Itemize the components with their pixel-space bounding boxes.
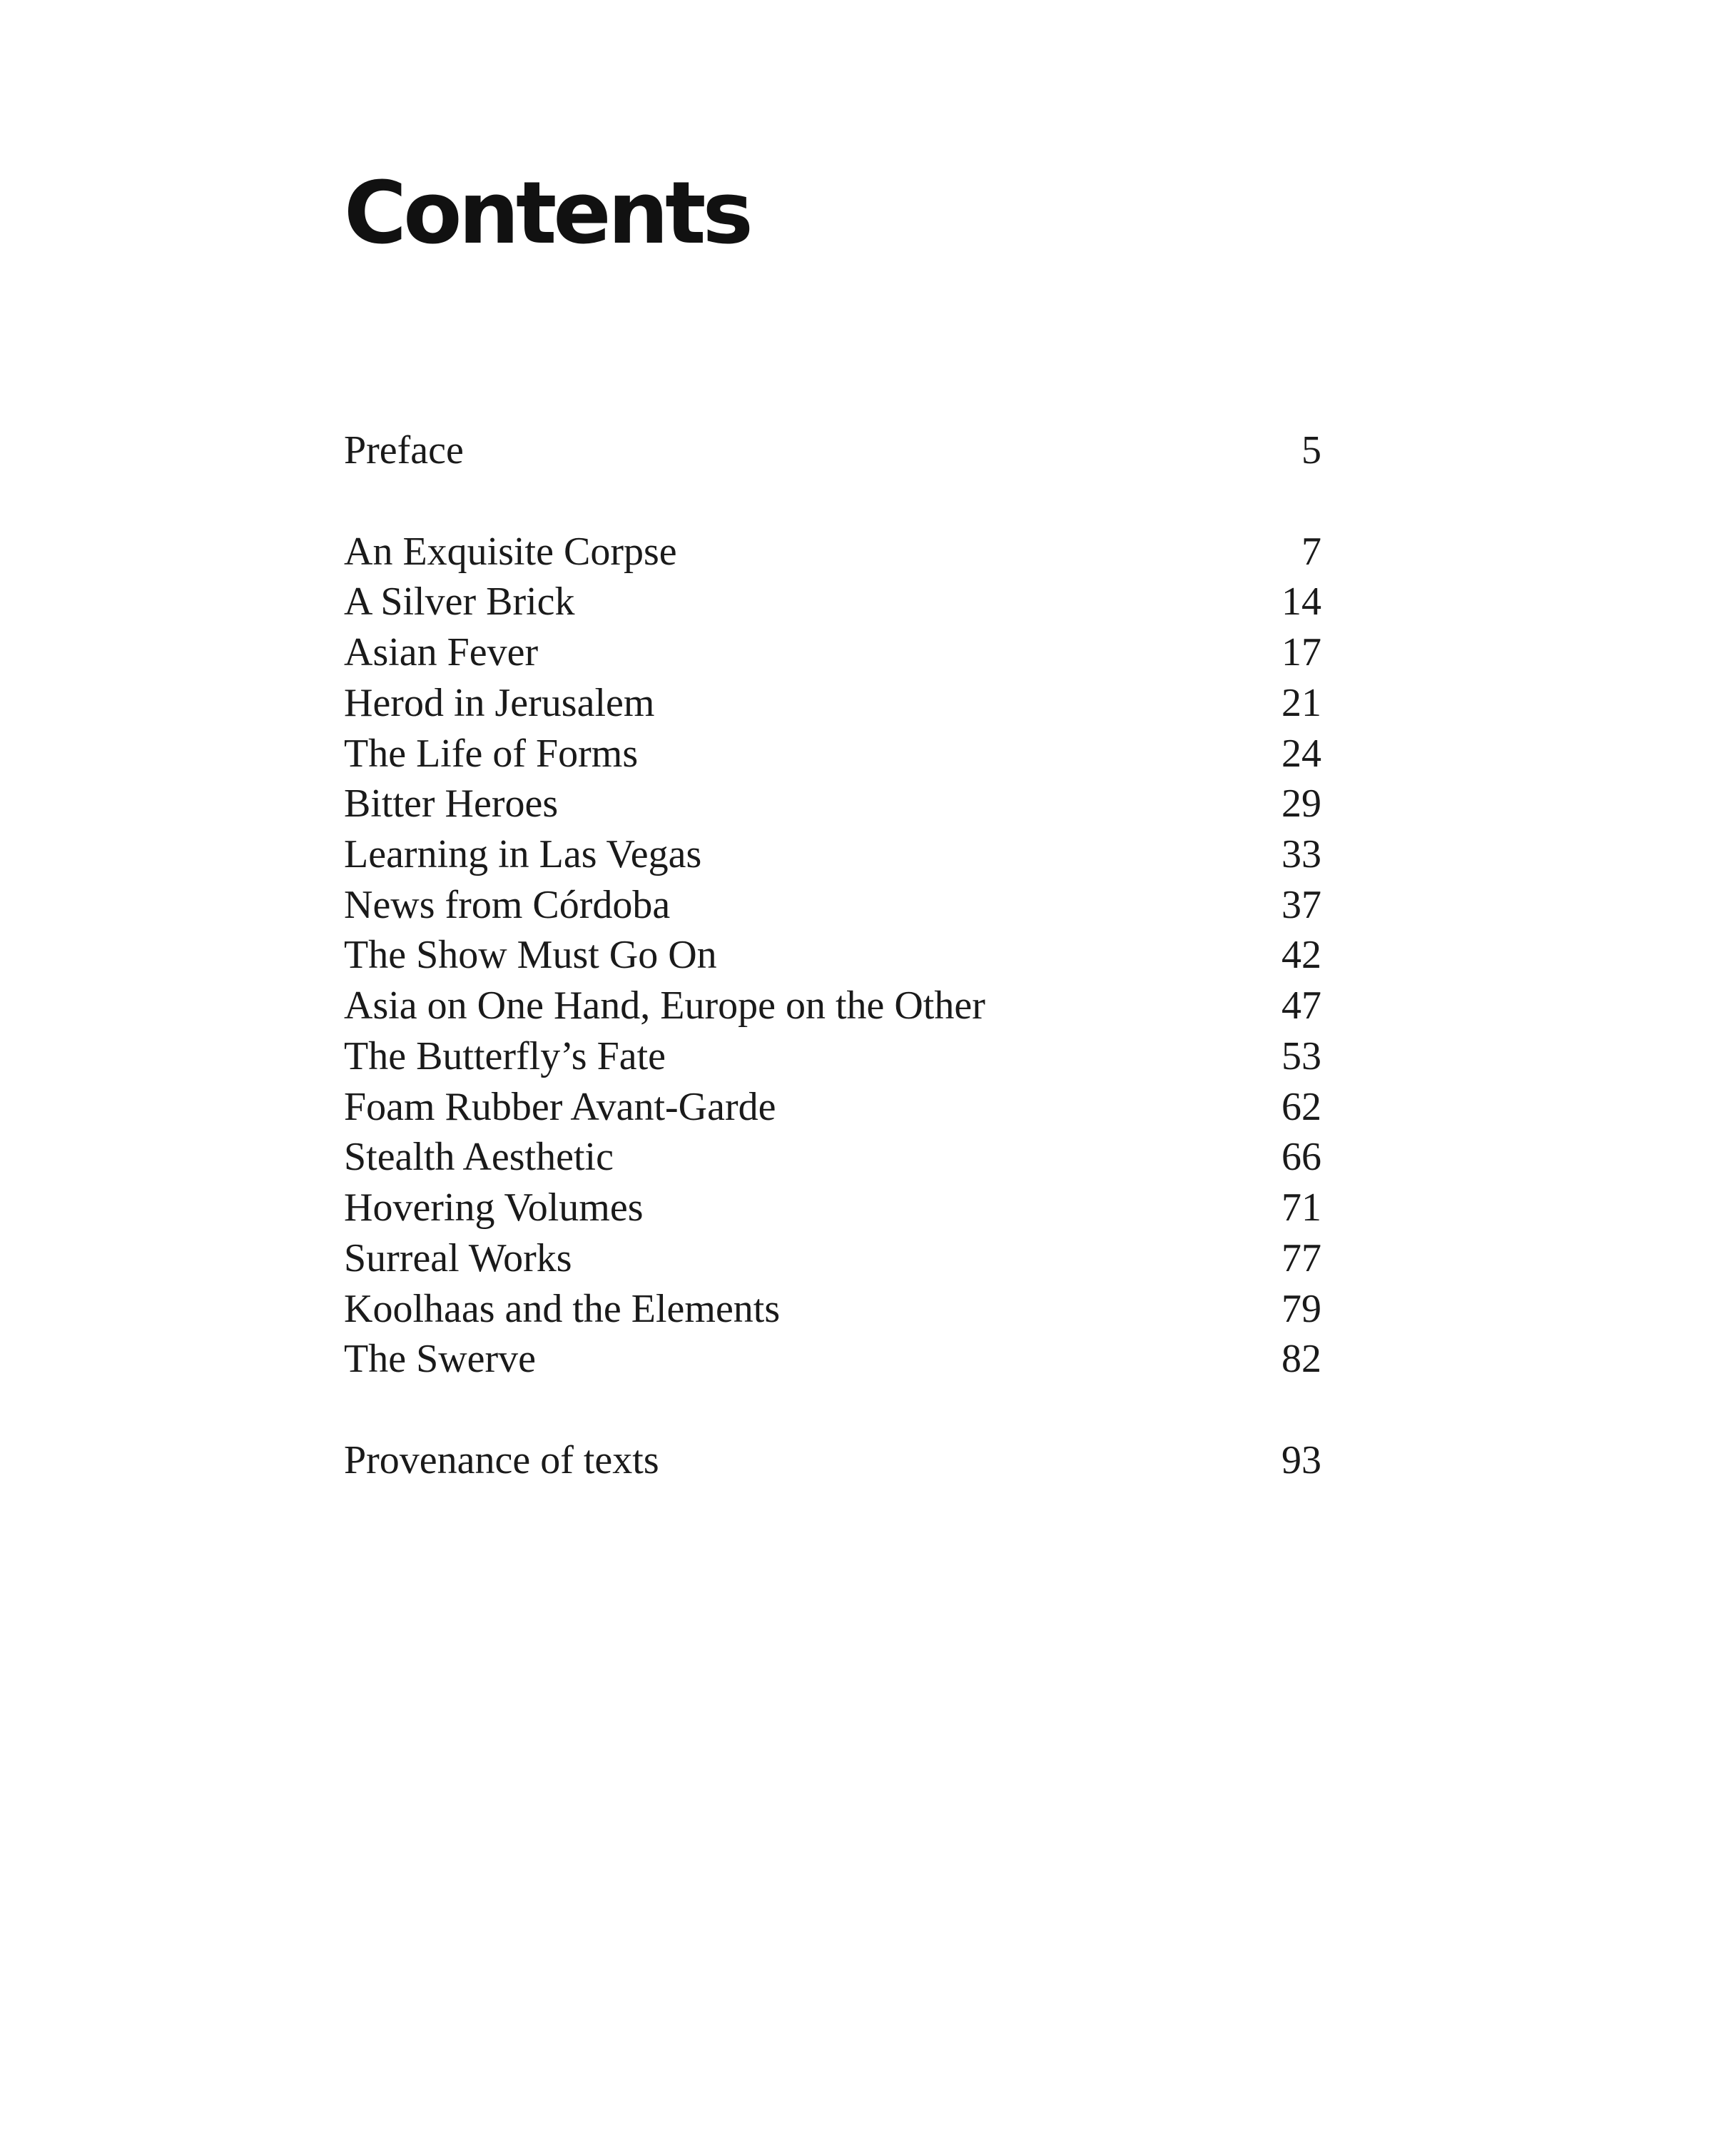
- toc-entry-title: The Show Must Go On: [344, 933, 717, 977]
- toc-entry-title: The Swerve: [344, 1337, 537, 1381]
- toc-entry-page-number: 53: [1281, 1034, 1321, 1078]
- toc-entry: [344, 582, 1321, 632]
- toc-entry-title: Preface: [344, 428, 464, 472]
- toc-entry: [344, 1289, 1321, 1339]
- toc-entry-title: The Butterfly’s Fate: [344, 1034, 666, 1078]
- toc-entry: [344, 734, 1321, 784]
- toc-entry: [344, 885, 1321, 935]
- toc-entry-title: News from Córdoba: [344, 883, 671, 927]
- toc-entry-title: Hovering Volumes: [344, 1185, 644, 1230]
- toc-entry: [344, 1238, 1321, 1288]
- page-title: Contents: [344, 164, 750, 263]
- toc-entry: [344, 1036, 1321, 1086]
- toc-entry: [344, 1137, 1321, 1187]
- toc-entry-page-number: 5: [1301, 428, 1321, 472]
- toc-entry: [344, 532, 1321, 582]
- toc-entry-title: Learning in Las Vegas: [344, 832, 702, 876]
- toc-entry-page-number: 7: [1301, 530, 1321, 574]
- toc-entry-title: Asia on One Hand, Europe on the Other: [344, 984, 985, 1028]
- toc-entry-title: Herod in Jerusalem: [344, 681, 655, 725]
- toc-entry-page-number: 24: [1281, 732, 1321, 776]
- toc-entry-page-number: 29: [1281, 782, 1321, 826]
- toc-entry-title: The Life of Forms: [344, 732, 639, 776]
- toc-entry-title: Koolhaas and the Elements: [344, 1287, 781, 1331]
- toc-entry-title: Bitter Heroes: [344, 782, 559, 826]
- toc-entry: [344, 1339, 1321, 1389]
- toc-entry-page-number: 37: [1281, 883, 1321, 927]
- toc-entry: [344, 1087, 1321, 1137]
- toc-entry-title: Asian Fever: [344, 630, 539, 674]
- toc-entry-page-number: 17: [1281, 630, 1321, 674]
- toc-entry-title: A Silver Brick: [344, 580, 575, 624]
- toc-entry-provenance: [344, 1440, 1321, 1490]
- toc-entry-title: Provenance of texts: [344, 1438, 659, 1482]
- toc-entry: [344, 784, 1321, 834]
- toc-entry-page-number: 82: [1281, 1337, 1321, 1381]
- toc-entry-title: Stealth Aesthetic: [344, 1135, 614, 1179]
- toc-entry-page-number: 42: [1281, 933, 1321, 977]
- toc-entry: [344, 935, 1321, 985]
- toc-entry-title: Foam Rubber Avant-Garde: [344, 1085, 776, 1129]
- toc-entry: [344, 1185, 1321, 1238]
- toc-entry-page-number: 77: [1281, 1236, 1321, 1280]
- toc-entry: [344, 834, 1321, 884]
- toc-entry: [344, 683, 1321, 733]
- toc-entry-page-number: 14: [1281, 580, 1321, 624]
- toc-entry-title: Surreal Works: [344, 1236, 572, 1280]
- toc-entry: [344, 986, 1321, 1036]
- toc-entry-page-number: 66: [1281, 1135, 1321, 1179]
- toc-entry-page-number: 33: [1281, 832, 1321, 876]
- toc-entry: [344, 632, 1321, 682]
- toc-entry-preface: [344, 430, 1321, 480]
- toc-entry-page-number: 47: [1281, 984, 1321, 1028]
- toc-entry-title: An Exquisite Corpse: [344, 530, 677, 574]
- toc-entry-page-number: 79: [1281, 1287, 1321, 1331]
- toc-entry-page-number: 21: [1281, 681, 1321, 725]
- toc-entry-page-number: 93: [1281, 1438, 1321, 1482]
- toc-entry-page-number: 71: [1281, 1185, 1321, 1230]
- toc-entry-page-number: 62: [1281, 1085, 1321, 1129]
